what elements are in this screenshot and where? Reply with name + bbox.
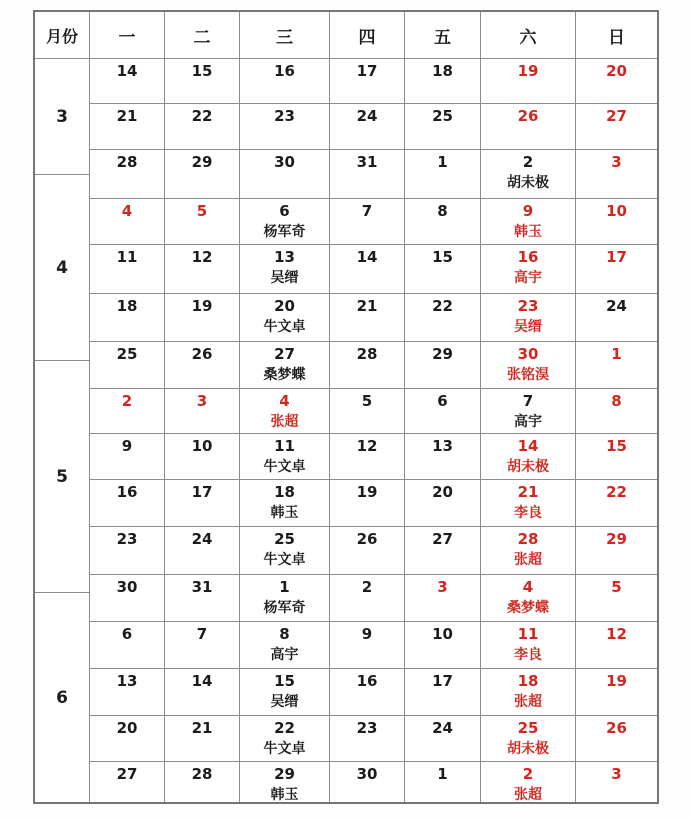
month-cell-4: 4 — [35, 175, 89, 361]
date-number: 2 — [522, 153, 534, 171]
calendar-day-cell — [165, 527, 240, 575]
calendar-day-cell — [481, 150, 576, 199]
date-number: 4 — [522, 578, 534, 596]
duty-person-name: 胡未极 — [507, 459, 549, 475]
calendar-day-cell — [405, 150, 481, 199]
calendar-day-cell — [576, 434, 657, 480]
calendar-day-cell — [90, 389, 165, 434]
date-number: 14 — [191, 672, 213, 690]
calendar-day-cell — [240, 150, 330, 199]
calendar-day-cell — [240, 716, 330, 762]
date-number: 23 — [356, 719, 378, 737]
month-column-header: 月份 — [35, 12, 89, 59]
date-number: 28 — [356, 345, 378, 363]
date-number: 21 — [116, 107, 138, 125]
calendar-day-cell — [481, 762, 576, 802]
week-row — [90, 527, 657, 575]
duty-person-name: 牛文卓 — [263, 319, 306, 335]
duty-person-name: 韩玉 — [514, 224, 542, 240]
calendar-day-cell — [405, 294, 481, 342]
calendar-day-cell — [240, 199, 330, 245]
calendar-day-cell — [481, 104, 576, 150]
calendar-day-cell — [330, 245, 405, 294]
date-number: 4 — [121, 202, 133, 220]
week-row — [90, 294, 657, 342]
calendar-day-cell — [481, 480, 576, 527]
calendar-day-cell — [481, 575, 576, 622]
date-number: 12 — [606, 625, 627, 643]
calendar-day-cell — [481, 669, 576, 716]
duty-person-name: 桑梦蝶 — [507, 600, 549, 616]
calendar-day-cell — [405, 104, 481, 150]
date-number: 4 — [279, 392, 290, 410]
duty-person-name: 杨军奇 — [263, 600, 306, 616]
calendar-day-cell — [165, 575, 240, 622]
calendar-day-cell — [576, 199, 657, 245]
date-number: 15 — [606, 437, 627, 455]
calendar-day-cell — [576, 527, 657, 575]
duty-person-name: 桑梦蝶 — [263, 367, 306, 383]
calendar-day-cell — [165, 294, 240, 342]
date-number: 23 — [116, 530, 138, 548]
calendar-day-cell — [90, 716, 165, 762]
weekday-header-7: 日 — [576, 12, 657, 59]
calendar-day-cell — [405, 762, 481, 802]
calendar-day-cell — [481, 434, 576, 480]
calendar-day-cell — [330, 59, 405, 104]
week-row — [90, 104, 657, 150]
calendar-day-cell — [576, 59, 657, 104]
calendar-day-cell — [165, 150, 240, 199]
date-number: 18 — [274, 483, 295, 501]
date-number: 3 — [196, 392, 208, 410]
duty-person-name: 胡未极 — [507, 175, 549, 191]
date-number: 14 — [517, 437, 539, 455]
calendar-day-cell — [90, 294, 165, 342]
date-number: 15 — [274, 672, 295, 690]
calendar-day-cell — [405, 527, 481, 575]
weekday-header-4: 四 — [330, 12, 405, 59]
calendar-day-cell — [576, 575, 657, 622]
date-number: 2 — [522, 765, 534, 783]
calendar-day-cell — [576, 669, 657, 716]
date-number: 16 — [356, 672, 378, 690]
calendar-day-cell — [405, 622, 481, 669]
date-number: 27 — [432, 530, 453, 548]
calendar-day-cell — [240, 342, 330, 389]
calendar-day-cell — [165, 245, 240, 294]
calendar-day-cell — [330, 669, 405, 716]
date-number: 3 — [611, 765, 622, 783]
week-row — [90, 716, 657, 762]
date-number: 21 — [356, 297, 378, 315]
date-number: 6 — [279, 202, 290, 220]
date-number: 21 — [191, 719, 213, 737]
duty-person-name: 吴缙 — [514, 319, 542, 335]
date-number: 22 — [274, 719, 295, 737]
calendar-day-cell — [90, 762, 165, 802]
week-row — [90, 622, 657, 669]
calendar-day-cell — [165, 716, 240, 762]
calendar-day-cell — [90, 342, 165, 389]
month-cell-6: 6 — [56, 687, 68, 708]
calendar-day-cell — [481, 527, 576, 575]
date-number: 23 — [274, 107, 295, 125]
calendar-day-cell — [90, 622, 165, 669]
date-number: 26 — [356, 530, 378, 548]
date-number: 9 — [522, 202, 534, 220]
calendar-day-cell — [165, 59, 240, 104]
calendar-day-cell — [330, 622, 405, 669]
calendar-day-cell — [405, 669, 481, 716]
calendar-day-cell — [240, 527, 330, 575]
date-number: 15 — [432, 248, 453, 266]
calendar-day-cell — [481, 199, 576, 245]
calendar-day-cell — [576, 294, 657, 342]
duty-roster-calendar — [33, 10, 659, 804]
weekday-header-1: 一 — [90, 12, 165, 59]
calendar-day-cell — [330, 389, 405, 434]
duty-person-name: 张超 — [514, 552, 542, 568]
date-number: 19 — [356, 483, 378, 501]
date-number: 11 — [517, 625, 539, 643]
calendar-day-cell — [165, 622, 240, 669]
date-number: 25 — [116, 345, 138, 363]
date-number: 29 — [191, 153, 213, 171]
duty-person-name: 张超 — [514, 694, 542, 710]
date-number: 24 — [356, 107, 378, 125]
calendar-day-cell — [330, 150, 405, 199]
calendar-day-cell — [405, 389, 481, 434]
date-number: 29 — [274, 765, 295, 783]
calendar-day-cell — [240, 389, 330, 434]
calendar-day-cell — [481, 389, 576, 434]
calendar-day-cell — [405, 480, 481, 527]
date-number: 14 — [356, 248, 378, 266]
week-row — [90, 575, 657, 622]
date-number: 31 — [191, 578, 213, 596]
calendar-day-cell — [481, 342, 576, 389]
calendar-day-cell — [90, 199, 165, 245]
date-number: 10 — [191, 437, 213, 455]
calendar-day-cell — [576, 716, 657, 762]
date-number: 1 — [279, 578, 290, 596]
date-number: 3 — [611, 153, 622, 171]
calendar-day-cell — [576, 389, 657, 434]
calendar-day-cell — [330, 480, 405, 527]
date-number: 5 — [361, 392, 373, 410]
date-number: 18 — [517, 672, 539, 690]
date-number: 7 — [522, 392, 534, 410]
date-number: 29 — [606, 530, 627, 548]
date-number: 20 — [116, 719, 138, 737]
date-number: 28 — [116, 153, 138, 171]
date-number: 25 — [432, 107, 453, 125]
calendar-day-cell — [330, 199, 405, 245]
date-number: 26 — [191, 345, 213, 363]
week-row — [90, 245, 657, 294]
date-number: 2 — [121, 392, 133, 410]
date-number: 24 — [432, 719, 453, 737]
week-row — [90, 199, 657, 245]
date-number: 8 — [279, 625, 290, 643]
date-number: 30 — [517, 345, 539, 363]
date-number: 5 — [196, 202, 208, 220]
date-number: 9 — [361, 625, 373, 643]
calendar-day-cell — [330, 716, 405, 762]
date-number: 22 — [191, 107, 213, 125]
calendar-day-cell — [240, 622, 330, 669]
duty-person-name: 牛文卓 — [263, 741, 306, 757]
duty-person-name: 李良 — [514, 505, 542, 521]
date-number: 5 — [611, 578, 622, 596]
calendar-day-cell — [330, 434, 405, 480]
date-number: 27 — [116, 765, 138, 783]
calendar-day-cell — [165, 480, 240, 527]
date-number: 27 — [606, 107, 627, 125]
calendar-day-cell — [240, 59, 330, 104]
calendar-day-cell — [240, 669, 330, 716]
date-number: 17 — [432, 672, 453, 690]
calendar-day-cell — [90, 59, 165, 104]
date-number: 7 — [196, 625, 208, 643]
week-row — [90, 434, 657, 480]
date-number: 6 — [121, 625, 133, 643]
date-number: 22 — [432, 297, 453, 315]
date-number: 12 — [191, 248, 213, 266]
calendar-day-cell — [481, 622, 576, 669]
calendar-day-cell — [330, 342, 405, 389]
duty-person-name: 韩玉 — [270, 505, 299, 521]
calendar-day-cell — [90, 527, 165, 575]
date-number: 11 — [274, 437, 295, 455]
calendar-day-cell — [240, 762, 330, 802]
date-number: 24 — [606, 297, 627, 315]
duty-person-name: 高宇 — [270, 647, 299, 663]
date-number: 1 — [611, 345, 622, 363]
date-number: 24 — [191, 530, 213, 548]
calendar-day-cell — [165, 104, 240, 150]
date-number: 16 — [116, 483, 138, 501]
calendar-day-cell — [576, 342, 657, 389]
date-number: 3 — [437, 578, 448, 596]
date-number: 16 — [517, 248, 539, 266]
calendar-day-cell — [240, 434, 330, 480]
calendar-day-cell — [240, 104, 330, 150]
date-number: 13 — [274, 248, 295, 266]
calendar-day-cell — [576, 104, 657, 150]
date-number: 10 — [432, 625, 453, 643]
date-number: 9 — [121, 437, 133, 455]
date-number: 29 — [432, 345, 453, 363]
month-cell-5: 5 — [35, 361, 89, 593]
week-row — [90, 480, 657, 527]
duty-person-name: 张超 — [270, 414, 299, 430]
date-number: 19 — [606, 672, 627, 690]
date-number: 20 — [606, 62, 627, 80]
date-number: 31 — [356, 153, 378, 171]
date-number: 18 — [432, 62, 453, 80]
calendar-day-cell — [405, 716, 481, 762]
date-number: 17 — [606, 248, 627, 266]
date-number: 1 — [437, 765, 448, 783]
date-number: 10 — [606, 202, 627, 220]
date-number: 30 — [274, 153, 295, 171]
calendar-day-cell — [165, 434, 240, 480]
calendar-day-cell — [330, 527, 405, 575]
calendar-day-cell — [165, 669, 240, 716]
weekday-header-6: 六 — [481, 12, 576, 59]
duty-person-name: 牛文卓 — [263, 552, 306, 568]
date-number: 19 — [517, 62, 539, 80]
calendar-day-cell — [90, 669, 165, 716]
calendar-day-cell — [481, 59, 576, 104]
weekday-header-2: 二 — [165, 12, 240, 59]
calendar-day-cell — [330, 294, 405, 342]
duty-person-name: 韩玉 — [270, 787, 299, 803]
duty-person-name: 胡未极 — [507, 741, 549, 757]
date-number: 2 — [361, 578, 373, 596]
month-cell-3: 3 — [35, 59, 89, 175]
calendar-day-cell — [576, 762, 657, 802]
calendar-day-cell — [405, 59, 481, 104]
date-number: 22 — [606, 483, 627, 501]
date-number: 17 — [191, 483, 213, 501]
date-number: 20 — [432, 483, 453, 501]
calendar-day-cell — [165, 389, 240, 434]
calendar-day-cell — [240, 294, 330, 342]
duty-person-name: 李良 — [514, 647, 542, 663]
date-number: 8 — [437, 202, 448, 220]
date-number: 25 — [274, 530, 295, 548]
calendar-day-cell — [90, 104, 165, 150]
duty-person-name: 杨军奇 — [263, 224, 306, 240]
calendar-day-cell — [90, 480, 165, 527]
date-number: 27 — [274, 345, 295, 363]
calendar-day-cell — [330, 762, 405, 802]
weekday-header-3: 三 — [240, 12, 330, 59]
duty-person-name: 张铭淏 — [507, 367, 549, 383]
date-number: 30 — [356, 765, 378, 783]
date-number: 11 — [116, 248, 138, 266]
calendar-day-cell — [165, 762, 240, 802]
calendar-day-cell — [481, 294, 576, 342]
date-number: 19 — [191, 297, 213, 315]
calendar-day-cell — [330, 575, 405, 622]
calendar-day-cell — [165, 342, 240, 389]
date-number: 8 — [611, 392, 622, 410]
calendar-day-cell — [240, 245, 330, 294]
calendar-day-cell — [405, 434, 481, 480]
date-number: 18 — [116, 297, 138, 315]
calendar-day-cell — [405, 245, 481, 294]
week-row — [90, 762, 657, 802]
calendar-day-cell — [576, 480, 657, 527]
date-number: 20 — [274, 297, 295, 315]
date-number: 17 — [356, 62, 378, 80]
calendar-day-cell — [165, 199, 240, 245]
week-row — [90, 389, 657, 434]
date-number: 12 — [356, 437, 378, 455]
duty-person-name: 吴缙 — [270, 270, 299, 286]
calendar-day-cell — [405, 199, 481, 245]
date-number: 26 — [606, 719, 627, 737]
calendar-day-cell — [90, 245, 165, 294]
calendar-day-cell — [576, 150, 657, 199]
calendar-grid — [90, 12, 657, 802]
month-column — [35, 12, 90, 802]
calendar-day-cell — [576, 245, 657, 294]
week-row — [90, 150, 657, 199]
calendar-day-cell — [405, 342, 481, 389]
week-row — [90, 342, 657, 389]
calendar-day-cell — [330, 104, 405, 150]
date-number: 7 — [361, 202, 373, 220]
calendar-day-cell — [481, 245, 576, 294]
duty-person-name: 吴缙 — [270, 694, 299, 710]
week-row — [90, 59, 657, 104]
date-number: 28 — [517, 530, 539, 548]
date-number: 13 — [116, 672, 138, 690]
calendar-day-cell — [481, 716, 576, 762]
date-number: 25 — [517, 719, 539, 737]
weekday-header-5: 五 — [405, 12, 481, 59]
calendar-day-cell — [90, 575, 165, 622]
date-number: 28 — [191, 765, 213, 783]
calendar-day-cell — [240, 575, 330, 622]
date-number: 26 — [517, 107, 539, 125]
duty-person-name: 张超 — [514, 787, 542, 803]
week-row — [90, 669, 657, 716]
calendar-day-cell — [405, 575, 481, 622]
duty-person-name: 高宇 — [514, 414, 542, 430]
calendar-day-cell — [240, 480, 330, 527]
date-number: 21 — [517, 483, 539, 501]
date-number: 13 — [432, 437, 453, 455]
date-number: 16 — [274, 62, 295, 80]
date-number: 30 — [116, 578, 138, 596]
calendar-day-cell — [90, 434, 165, 480]
date-number: 6 — [437, 392, 448, 410]
date-number: 15 — [191, 62, 213, 80]
duty-person-name: 牛文卓 — [263, 459, 306, 475]
weekday-header-row — [90, 12, 657, 59]
date-number: 23 — [517, 297, 539, 315]
duty-person-name: 高宇 — [514, 270, 542, 286]
date-number: 14 — [116, 62, 138, 80]
calendar-day-cell — [576, 622, 657, 669]
calendar-day-cell — [90, 150, 165, 199]
date-number: 1 — [437, 153, 448, 171]
